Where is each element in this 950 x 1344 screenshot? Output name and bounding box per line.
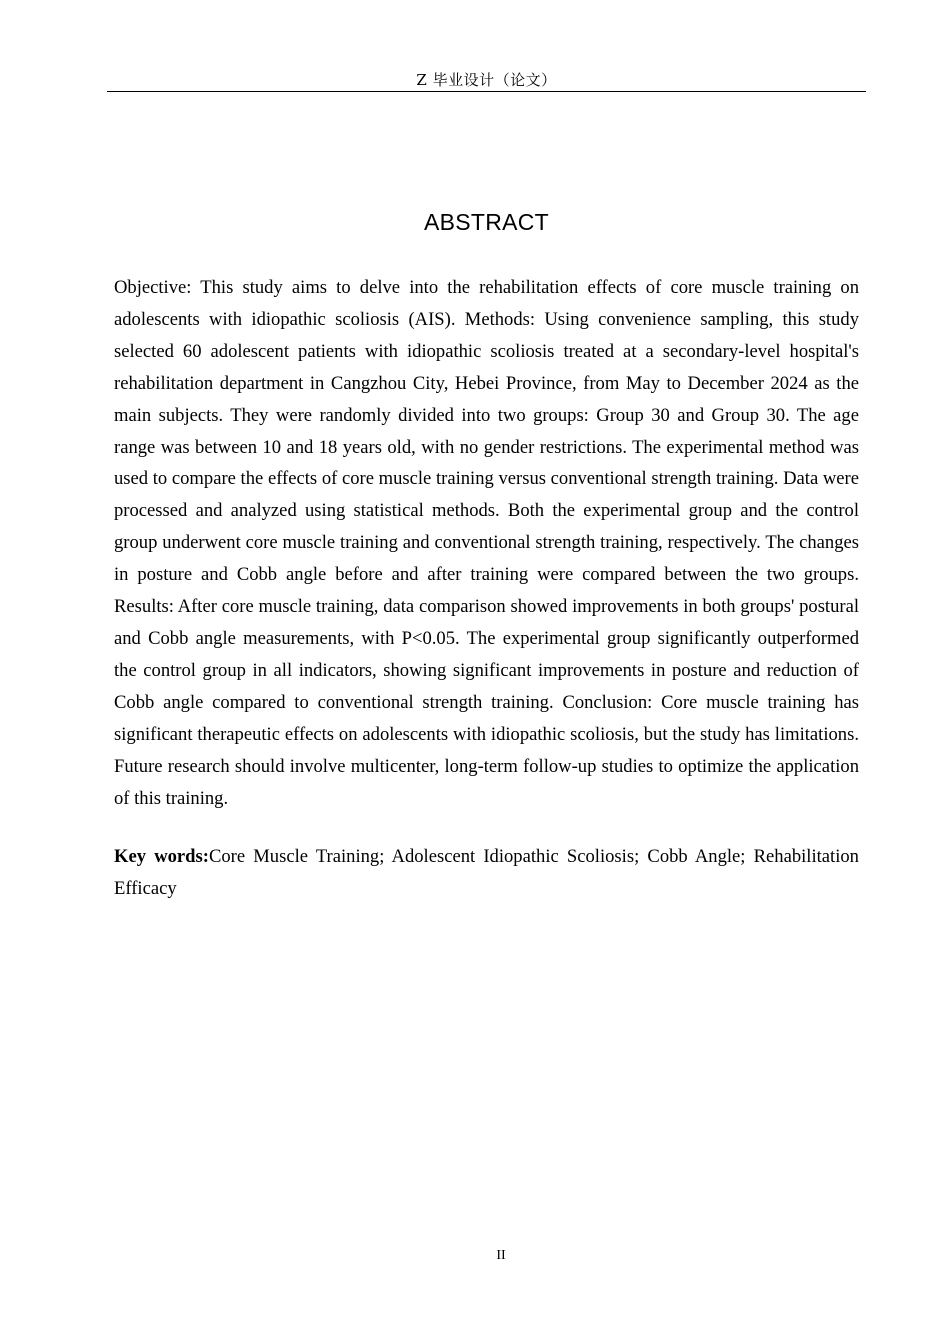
abstract-paragraph: Objective: This study aims to delve into the rehabilitation effects of core muscle training on adolescents with idiopathic scoliosis (AIS). Methods: Using convenience sampling, this study selected 60 adolescent patients with idiopathic scoliosis treated at a secondary-level hospital's rehabilitation department in Cangzhou City, Hebei Province, from May to December 2024 as the main subjects. They were randomly divided into two groups: Group 30 and Group 30. The age range was between 10 and 18 years old, with no gender restrictions. The experimental method was used to compare the effects of core muscle training versus conventional strength training. Data were processed and analyzed using statistical methods. Both the experimental group and the control group underwent core muscle training and conventional strength training, respectively. The changes in posture and Cobb angle before and after training were compared between the two groups. Results: After core muscle training, data comparison showed improvements in both groups' postural and Cobb angle measurements, with P<0.05. The experimental group significantly outperformed the control group in all indicators, showing significant improvements in posture and reduction of Cobb angle compared to conventional strength training. Conclusion: Core muscle training has significant therapeutic effects on adolescents with idiopathic scoliosis, but the study has limitations. Future research should involve multicenter, long-term follow-up studies to optimize the application of this training. (114, 277, 859, 809)
keywords-label: Key words: (114, 846, 209, 867)
keywords-paragraph (114, 841, 859, 905)
page-header: Z 毕业设计（论文） (416, 71, 557, 89)
page-title: ABSTRACT (423, 209, 550, 235)
page-number: II (496, 1248, 506, 1263)
keywords-text: Core Muscle Training; Adolescent Idiopathic Scoliosis; Cobb Angle; Rehabilitation Efficacy (114, 846, 859, 899)
header-rule (107, 91, 866, 92)
